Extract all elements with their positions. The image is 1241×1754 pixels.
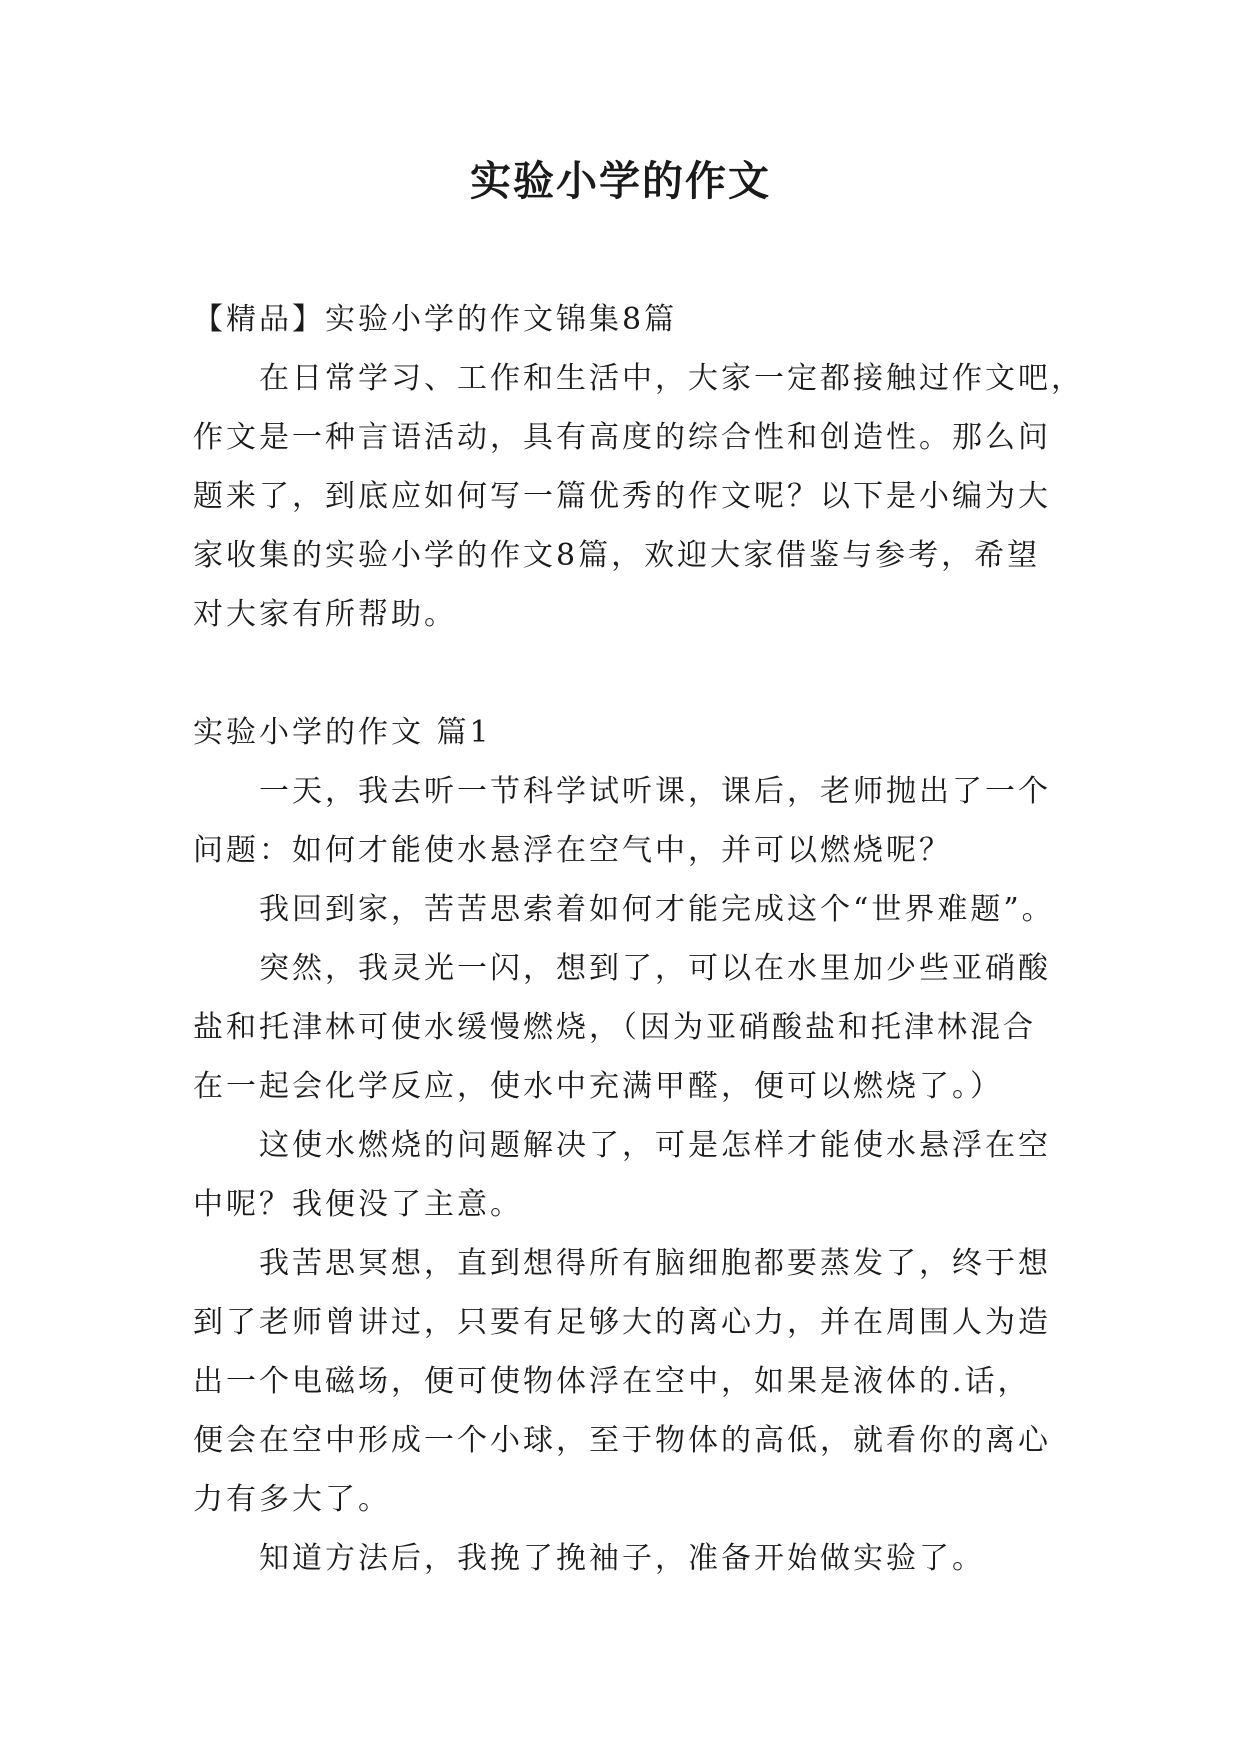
body-line: 到了老师曾讲过，只要有足够大的离心力，并在周围人为造 [193,1305,1051,1340]
intro-line: 对大家有所帮助。 [193,597,457,632]
body-line: 知道方法后，我挽了挽袖子，准备开始做实验了。 [259,1541,985,1576]
body-line: 我回到家，苦苦思索着如何才能完成这个“世界难题”。 [259,892,1055,927]
body-line: 出一个电磁场，便可使物体浮在空中，如果是液体的.话， [193,1364,1031,1399]
paragraph-gap [193,644,1053,703]
subtitle-line: 【精品】实验小学的作文锦集8篇 [193,302,678,337]
section-heading: 实验小学的作文 篇1 [193,715,492,750]
document-title: 实验小学的作文 [470,157,771,205]
intro-line: 家收集的实验小学的作文8篇，欢迎大家借鉴与参考，希望 [193,538,1041,573]
body-line: 突然，我灵光一闪，想到了，可以在水里加少些亚硝酸 [259,951,1051,986]
document-body [193,290,1084,1588]
body-line: 中呢？我便没了主意。 [193,1187,523,1222]
body-line: 盐和托津林可使水缓慢燃烧，（因为亚硝酸盐和托津林混合 [193,1010,1036,1045]
body-line: 问题：如何才能使水悬浮在空气中，并可以燃烧呢？ [193,833,952,868]
body-line: 这使水燃烧的问题解决了，可是怎样才能使水悬浮在空 [259,1128,1051,1163]
intro-line: 作文是一种言语活动，具有高度的综合性和创造性。那么问 [193,420,1051,455]
body-line: 一天，我去听一节科学试听课，课后，老师抛出了一个 [259,774,1051,809]
body-line: 力有多大了。 [193,1482,391,1517]
intro-line: 题来了，到底应如何写一篇优秀的作文呢？以下是小编为大 [193,479,1051,514]
intro-line: 在日常学习、工作和生活中，大家一定都接触过作文吧， [259,361,1084,396]
body-line: 我苦思冥想，直到想得所有脑细胞都要蒸发了，终于想 [259,1246,1051,1281]
body-line: 便会在空中形成一个小球，至于物体的高低，就看你的离心 [193,1423,1051,1458]
body-line: 在一起会化学反应，使水中充满甲醛，便可以燃烧了。） [193,1069,1003,1104]
